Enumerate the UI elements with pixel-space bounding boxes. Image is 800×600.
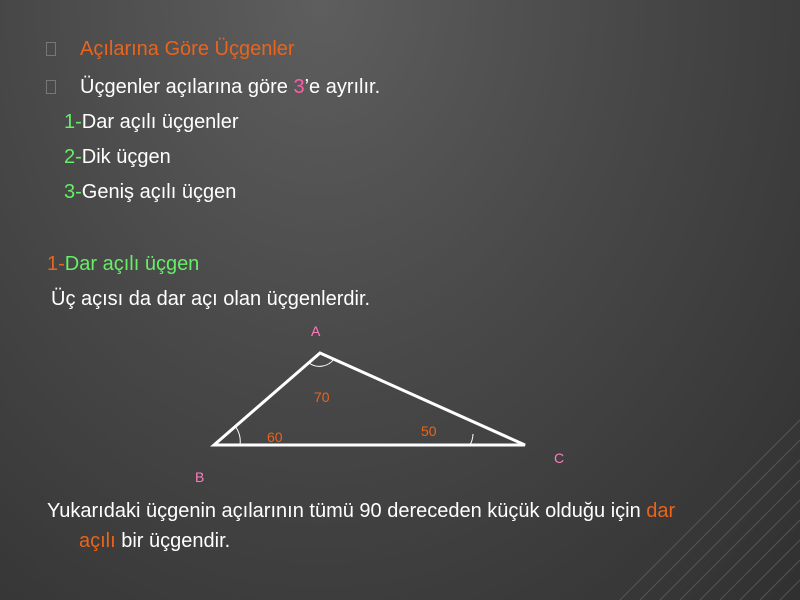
intro-number: 3 bbox=[293, 76, 305, 98]
triangle-shape bbox=[214, 353, 525, 445]
list-number: 1- bbox=[64, 111, 82, 133]
angle-b-label: 60 bbox=[267, 429, 283, 445]
intro-before: Üçgenler açılarına göre bbox=[80, 76, 294, 98]
list-label: Geniş açılı üçgen bbox=[81, 181, 237, 203]
conclusion-highlight-dar: dar bbox=[646, 500, 676, 522]
angle-a-label: 70 bbox=[314, 389, 330, 405]
list-label: Dar açılı üçgenler bbox=[81, 111, 239, 133]
vertex-a-label: A bbox=[311, 323, 321, 339]
list-label: Dik üçgen bbox=[81, 146, 171, 168]
conclusion-line-1 bbox=[47, 500, 675, 523]
angle-arc-c bbox=[470, 434, 473, 445]
vertex-b-label: B bbox=[195, 469, 205, 485]
conclusion-text: Yukarıdaki üçgenin açılarının tümü 90 dereceden küçük olduğu için bbox=[47, 500, 647, 522]
conclusion-line-2 bbox=[79, 530, 230, 553]
angle-arc-b bbox=[235, 426, 240, 445]
slide-title: Açılarına Göre Üçgenler bbox=[80, 38, 295, 60]
section-number: 1- bbox=[47, 253, 65, 275]
list-number: 3- bbox=[64, 181, 82, 203]
intro-after: ’e ayrılır. bbox=[304, 76, 381, 98]
conclusion-highlight-acili: açılı bbox=[79, 530, 116, 552]
vertex-c-label: C bbox=[554, 450, 565, 466]
angle-c-label: 50 bbox=[421, 423, 437, 439]
list-number: 2- bbox=[64, 146, 82, 168]
section-title: Dar açılı üçgen bbox=[64, 253, 200, 275]
conclusion-rest: bir üçgendir. bbox=[115, 530, 231, 552]
section-definition: Üç açısı da dar açı olan üçgenlerdir. bbox=[51, 288, 371, 310]
